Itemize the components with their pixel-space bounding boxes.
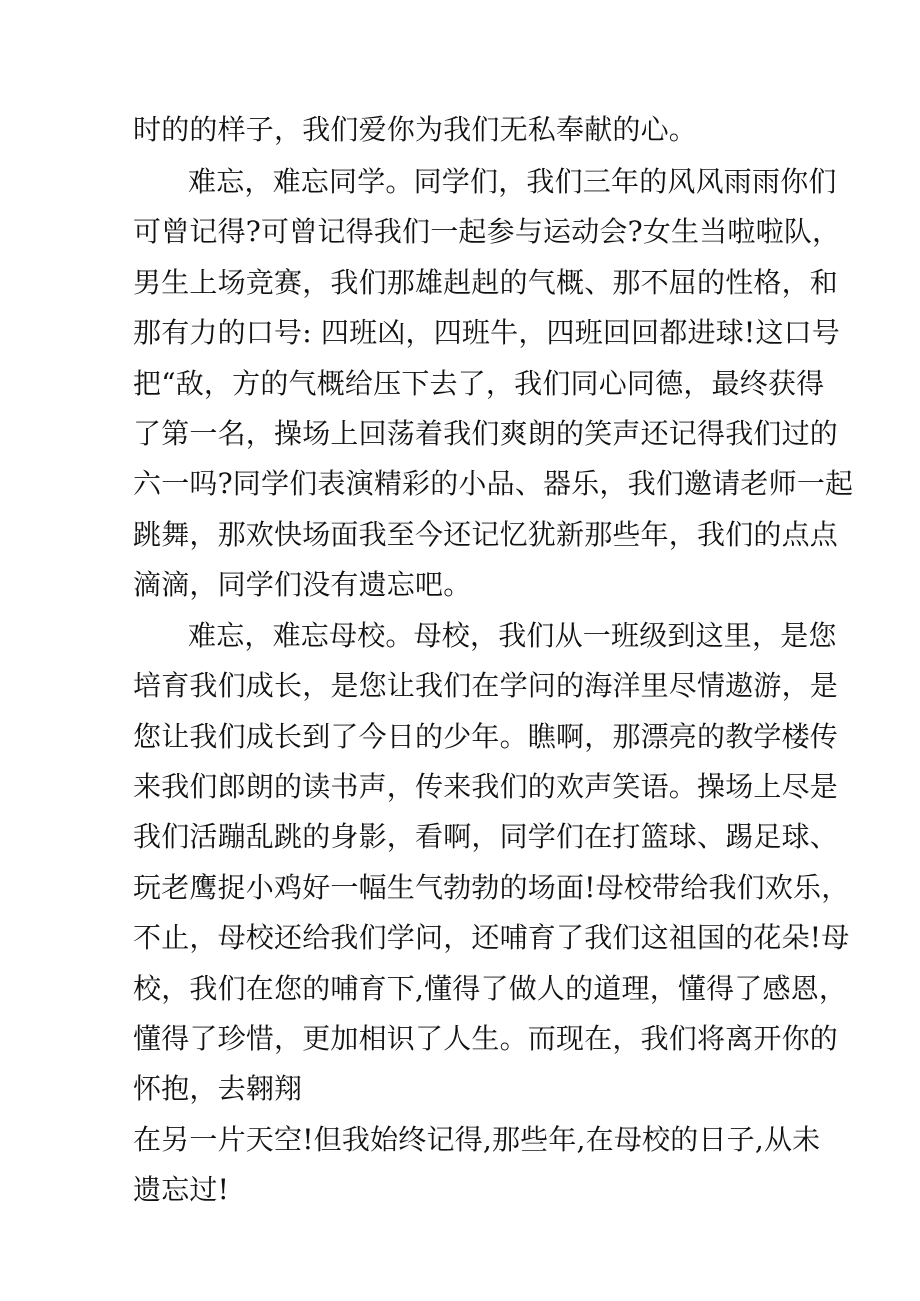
text-line: 那有力的口号: 四班凶，四班牛，四班回回都进球!这口号 <box>133 316 840 349</box>
text-line: 玩老鹰捉小鸡好一幅生气勃勃的场面!母校带给我们欢乐， <box>133 871 850 904</box>
text-line: 可曾记得?可曾记得我们一起参与运动会?女生当啦啦队， <box>133 215 841 248</box>
text-line: 男生上场竞赛，我们那雄赳赳的气概、那不屈的性格，和 <box>133 266 839 299</box>
text-line: 我们活蹦乱跳的身影，看啊，同学们在打篮球、踢足球、 <box>133 820 839 853</box>
text-line: 六一吗?同学们表演精彩的小品、器乐，我们邀请老师一起 <box>133 467 854 500</box>
text-line: 校，我们在您的哺育下,懂得了做人的道理，懂得了感恩， <box>133 972 848 1005</box>
text-line: 来我们郎朗的读书声，传来我们的欢声笑语。操场上尽是 <box>133 770 839 803</box>
text-line: 遗忘过! <box>133 1173 230 1206</box>
text-line: 在另一片天空!但我始终记得,那些年,在母校的日子,从未 <box>133 1123 821 1156</box>
text-line: 跳舞，那欢快场面我至今还记忆犹新那些年，我们的点点 <box>133 518 839 551</box>
text-line: 怀抱，去翱翔 <box>133 1072 303 1105</box>
text-line: 时的的样子，我们爱你为我们无私奉献的心。 <box>133 113 698 146</box>
text-line: 懂得了珍惜，更加相识了人生。而现在，我们将离开你的 <box>133 1022 839 1055</box>
text-line: 了第一名，操场上回荡着我们爽朗的笑声还记得我们过的 <box>133 417 839 450</box>
text-line: 把“敌，方的气概给压下去了，我们同心同德，最终获得 <box>133 367 825 400</box>
paragraph-first-line: 难忘，难忘母校。母校，我们从一班级到这里，是您 <box>188 619 837 652</box>
text-line: 滴滴，同学们没有遗忘吧。 <box>133 568 472 601</box>
text-line: 培育我们成长，是您让我们在学问的海洋里尽情遨游，是 <box>133 669 839 702</box>
paragraph-first-line: 难忘，难忘同学。同学们，我们三年的风风雨雨你们 <box>188 165 837 198</box>
text-line: 您让我们成长到了今日的少年。瞧啊，那漂亮的教学楼传 <box>133 720 839 753</box>
text-line: 不止，母校还给我们学问，还哺育了我们这祖国的花朵!母 <box>133 921 850 954</box>
